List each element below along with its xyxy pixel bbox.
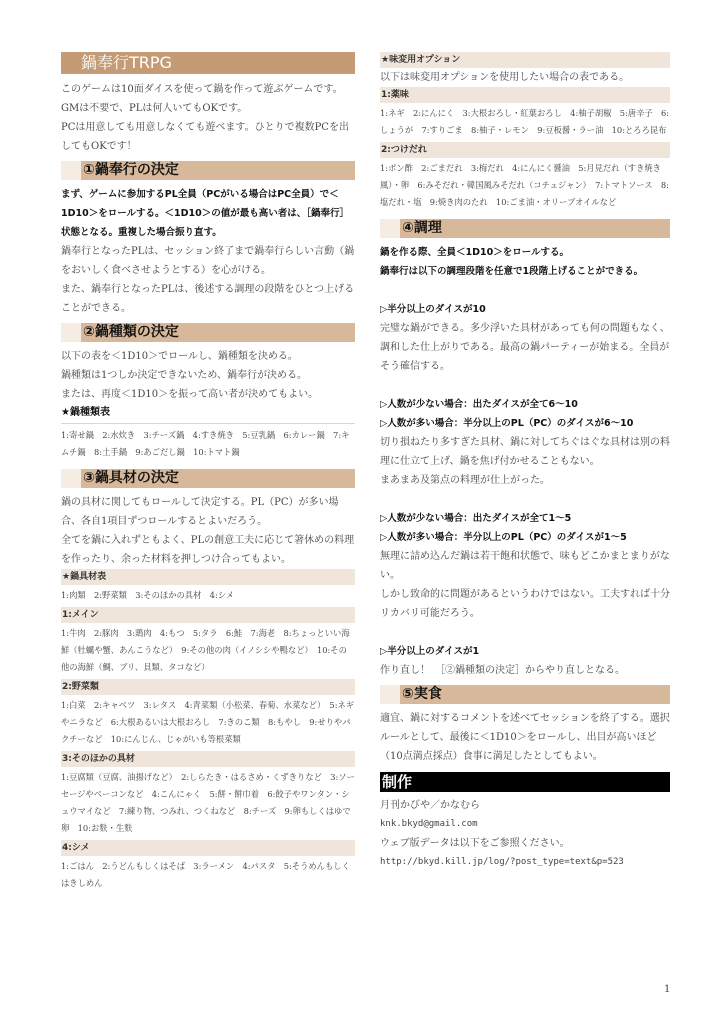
table-body: 1:ポン酢 2:ごまだれ 3:梅だれ 4:にんにく醤油 5:月見だれ（すき焼き風）・卵 6:みそだれ・韓国風みそだれ（コチュジャン） 7:トマトソース 8:塩だれ・塩 9:焼き肉のたれ 10:ごま油・オリーブオイルなど [380, 163, 669, 207]
spacer [380, 490, 670, 509]
table-header: 2:野菜類 [61, 679, 355, 695]
page-title: 鍋奉行TRPG [81, 53, 172, 72]
section-heading-label: ②鍋種類の決定 [83, 324, 179, 340]
table-title: ★鍋種類表 [61, 407, 110, 418]
right-column [380, 52, 670, 872]
result-text: 完璧な鍋ができる。多少浮いた具材があっても何の問題もなく、調和した仕上がりである。最高の鍋パーティーが始まる。全員がそう確信する。 [380, 323, 670, 372]
rule-paragraph: 適宜、鍋に対するコメントを述べてセッションを終了する。選択ルールとして、最後に＜1D10＞をロールし、出目が高いほど（10点満点採点）食事に満足したとしてもよい。 [380, 713, 670, 762]
credits-heading [380, 772, 670, 792]
divider [61, 423, 355, 424]
heading-tab [380, 685, 400, 704]
table-header: 3:そのほかの具材 [61, 751, 355, 767]
table-body: 1:牛肉 2:豚肉 3:鶏肉 4:もつ 5:タラ 6:鮭 7:海老 8:ちょっといい海鮮（牡蠣や蟹、あんこうなど） 9:その他の肉（イノシシや鴨など） 10:その他の海鮮（鯛、ブリ、貝類、タコなど） [61, 628, 350, 672]
section-heading-2 [61, 323, 355, 342]
rule-paragraph: 全てを鍋に入れずともよく、PLの創意工夫に応じて箸休めの料理を作ったり、余った材料を押しつけ合ってもよい。 [61, 535, 355, 565]
heading-tab [61, 323, 81, 342]
result-heading: ▷人数が多い場合：半分以上のPL（PC）のダイスが1〜5 [380, 532, 627, 543]
table-body: 1:肉類 2:野菜類 3:そのほかの具材 4:シメ [61, 590, 235, 600]
credits-author: 月刊かびや／かなむら [380, 800, 480, 811]
spacer [380, 376, 670, 395]
rule-paragraph: 鍋種類は1つしか決定できないため、鍋奉行が決める。 [61, 370, 307, 381]
spacer [380, 623, 670, 642]
heading-tab [61, 161, 81, 180]
credits-note: ウェブ版データは以下をご参照ください。 [380, 838, 570, 849]
table-body: 1:寄せ鍋 2:水炊き 3:チーズ鍋 4:すき焼き 5:豆乳鍋 6:カレー鍋 7:キムチ鍋 8:土手鍋 9:あごだし鍋 10:トマト鍋 [61, 430, 350, 457]
rule-paragraph: また、鍋奉行となったPLは、後述する調理の段階をひとつ上げることができる。 [61, 284, 355, 314]
intro-paragraph: PCは用意しても用意しなくても遊べます。ひとりで複数PCを出してもOKです！ [61, 122, 349, 152]
section-heading-label: ①鍋奉行の決定 [83, 162, 179, 178]
result-text: 無理に詰め込んだ鍋は若干飽和状態で、味もどこかまとまりがない。 [380, 551, 670, 581]
result-heading: ▷人数が少ない場合：出たダイスが全て6〜10 [380, 399, 578, 410]
table-header: 4:シメ [61, 840, 355, 856]
result-heading: ▷人数が少ない場合：出たダイスが全て1〜5 [380, 513, 572, 524]
rule-paragraph: または、再度＜1D10＞を振って高い者が決めてもよい。 [61, 389, 319, 400]
table-header: 2:つけだれ [380, 142, 670, 158]
result-heading: ▷人数が多い場合：半分以上のPL（PC）のダイスが6〜10 [380, 418, 634, 429]
intro-paragraph: このゲームは10面ダイスを使って鍋を作って遊ぶゲームです。GMは不要で、PLは何人いてもOKです。 [61, 84, 343, 114]
table-body: 1:白菜 2:キャベツ 3:レタス 4:青菜類（小松菜、春菊、水菜など） 5:ネギやニラなど 6:大根あるいは大根おろし 7:きのこ類 8:もやし 9:せりやパクチーなど 10:にんじん、じゃがいも等根菜類 [61, 700, 355, 744]
result-text: まあまあ及第点の料理が仕上がった。 [380, 475, 550, 486]
table-body: 1:豆腐類（豆腐、油揚げなど） 2:しらたき・はるさめ・くずきりなど 3:ソーセージやベーコンなど 4:こんにゃく 5:餅・餅巾着 6:餃子やワンタン・シュウマイなど 7:練り物、つみれ、つくねなど 8:チーズ 9:卵もしくはゆで卵 10:お麩・生麩 [61, 772, 355, 833]
section-heading-label: ③鍋具材の決定 [83, 470, 179, 486]
credits-heading-label: 制作 [382, 773, 413, 791]
table-header: ★鍋具材表 [61, 569, 355, 585]
title-bar [61, 52, 355, 74]
credits-email[interactable]: knk.bkyd@gmail.com [380, 819, 478, 829]
rule-paragraph: 鍋の具材に関してもロールして決定する。PL（PC）が多い場合、各自1項目ずつロールするとよいだろう。 [61, 497, 339, 527]
result-heading: ▷半分以上のダイスが10 [380, 304, 486, 315]
table-body: 1:ごはん 2:うどんもしくはそば 3:ラーメン 4:パスタ 5:そうめんもしくはきしめん [61, 861, 350, 888]
rule-paragraph: 鍋奉行となったPLは、セッション終了まで鍋奉行らしい言動（鍋をおいしく食べさせようとする）を心がける。 [61, 246, 355, 276]
section-heading-label: ④調理 [402, 220, 442, 236]
flavor-intro: 以下は味変用オプションを使用したい場合の表である。 [380, 72, 630, 83]
left-column [61, 52, 355, 895]
page-number: 1 [664, 984, 671, 995]
table-header: ★味変用オプション [380, 52, 670, 68]
table-header: 1:薬味 [380, 87, 670, 103]
rule-bold-text: まず、ゲームに参加するPL全員（PCがいる場合はPC全員）で＜1D10＞をロールする。＜1D10＞の値が最も高い者は、［鍋奉行］状態となる。重複した場合振り直す。 [61, 189, 349, 238]
result-text: 切り損ねたり多すぎた具材、鍋に対してちぐはぐな具材は別の料理に仕立て上げ、鍋を焦げ付かせることもない。 [380, 437, 670, 467]
section-heading-4 [380, 219, 670, 238]
result-text: しかし致命的に問題があるというわけではない。工夫すれば十分リカバリ可能だろう。 [380, 589, 670, 619]
rule-bold-text: 鍋を作る際、全員＜1D10＞をロールする。 [380, 247, 570, 258]
section-heading-label: ⑤実食 [402, 686, 442, 702]
credits-url-link[interactable]: http://bkyd.kill.jp/log/?post_type=text&p=523 [380, 857, 624, 867]
section-heading-1 [61, 161, 355, 180]
table-body: 1:ネギ 2:にんにく 3:大根おろし・紅葉おろし 4:柚子胡椒 5:唐辛子 6:しょうが 7:すりごま 8:柚子・レモン 9:豆板醤・ラー油 10:とろろ昆布 [380, 108, 670, 135]
section-heading-3 [61, 469, 355, 488]
heading-tab [380, 219, 400, 238]
spacer [380, 281, 670, 300]
result-text: 作り直し！ ［②鍋種類の決定］からやり直しとなる。 [380, 665, 625, 676]
section-heading-5 [380, 685, 670, 704]
heading-tab [61, 469, 81, 488]
rule-paragraph: 以下の表を＜1D10＞でロールし、鍋種類を決める。 [61, 351, 298, 362]
table-header: 1:メイン [61, 607, 355, 623]
result-heading: ▷半分以上のダイスが1 [380, 646, 480, 657]
rule-bold-text: 鍋奉行は以下の調理段階を任意で1段階上げることができる。 [380, 266, 644, 277]
